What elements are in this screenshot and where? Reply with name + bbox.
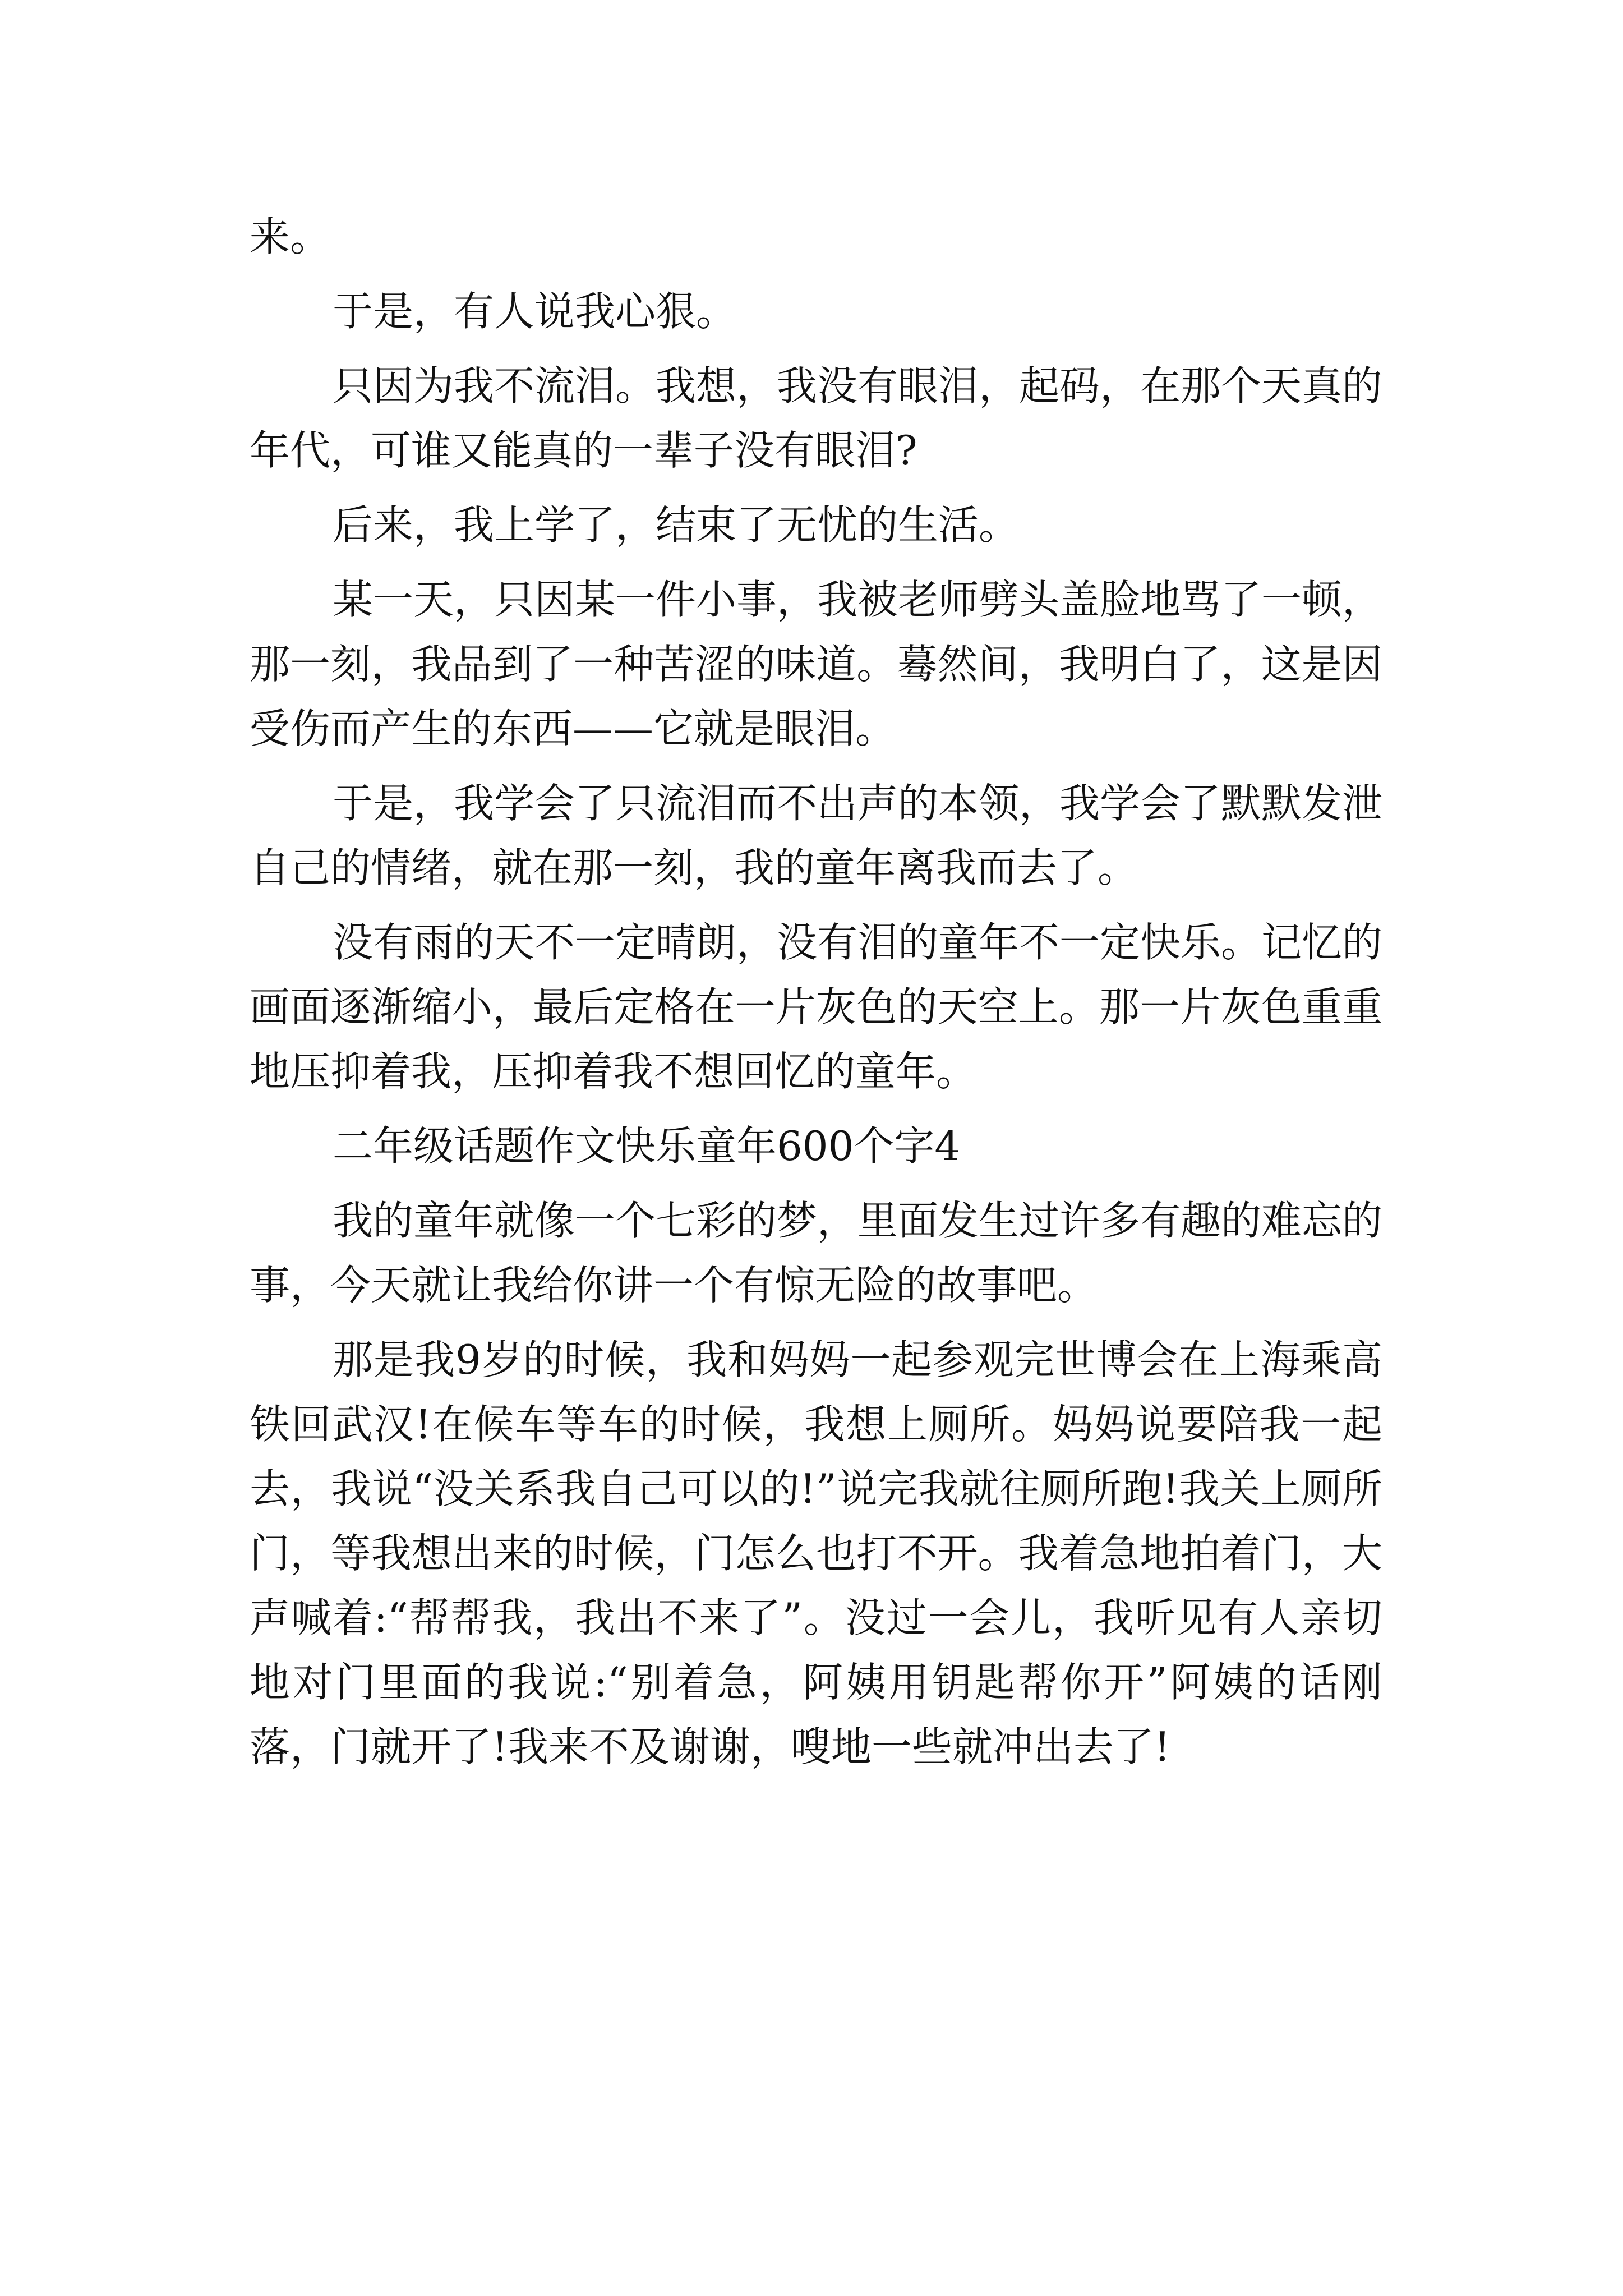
paragraph: 于是，我学会了只流泪而不出声的本领，我学会了默默发泄自己的情绪，就在那一刻，我的童年离我而去了。 — [250, 780, 1383, 891]
paragraph: 那是我9岁的时候，我和妈妈一起参观完世博会在上海乘高铁回武汉!在候车等车的时候，我想上厕所。妈妈说要陪我一起去，我说“没关系我自己可以的!”说完我就往厕所跑!我关上厕所门，等我想出来的时候，门怎么也打不开。我着急地拍着门，大声喊着:“帮帮我，我出不来了”。没过一会儿，我听见有人亲切地对门里面的我说:“别着急，阿姨用钥匙帮你开”阿姨的话刚落，门就开了!我来不及谢谢，嗖地一些就冲出去了! — [250, 1336, 1382, 1770]
paragraph: 没有雨的天不一定晴朗，没有泪的童年不一定快乐。记忆的画面逐渐缩小，最后定格在一片灰色的天空上。那一片灰色重重地压抑着我，压抑着我不想回忆的童年。 — [250, 919, 1383, 1095]
document-body — [250, 205, 1382, 1789]
paragraph: 我的童年就像一个七彩的梦，里面发生过许多有趣的难忘的事，今天就让我给你讲一个有惊无险的故事吧。 — [250, 1197, 1383, 1309]
section-heading: 二年级话题作文快乐童年600个字4 — [333, 1122, 961, 1170]
paragraph: 后来，我上学了，结束了无忧的生活。 — [333, 501, 1020, 549]
paragraph: 某一天，只因某一件小事，我被老师劈头盖脸地骂了一顿，那一刻，我品到了一种苦涩的味道。蓦然间，我明白了，这是因受伤而产生的东西——它就是眼泪。 — [250, 576, 1383, 752]
paragraph: 只因为我不流泪。我想，我没有眼泪，起码，在那个天真的年代，可谁又能真的一辈子没有眼泪? — [250, 362, 1383, 474]
paragraph: 来。 — [250, 213, 331, 260]
paragraph: 于是，有人说我心狠。 — [333, 288, 737, 335]
